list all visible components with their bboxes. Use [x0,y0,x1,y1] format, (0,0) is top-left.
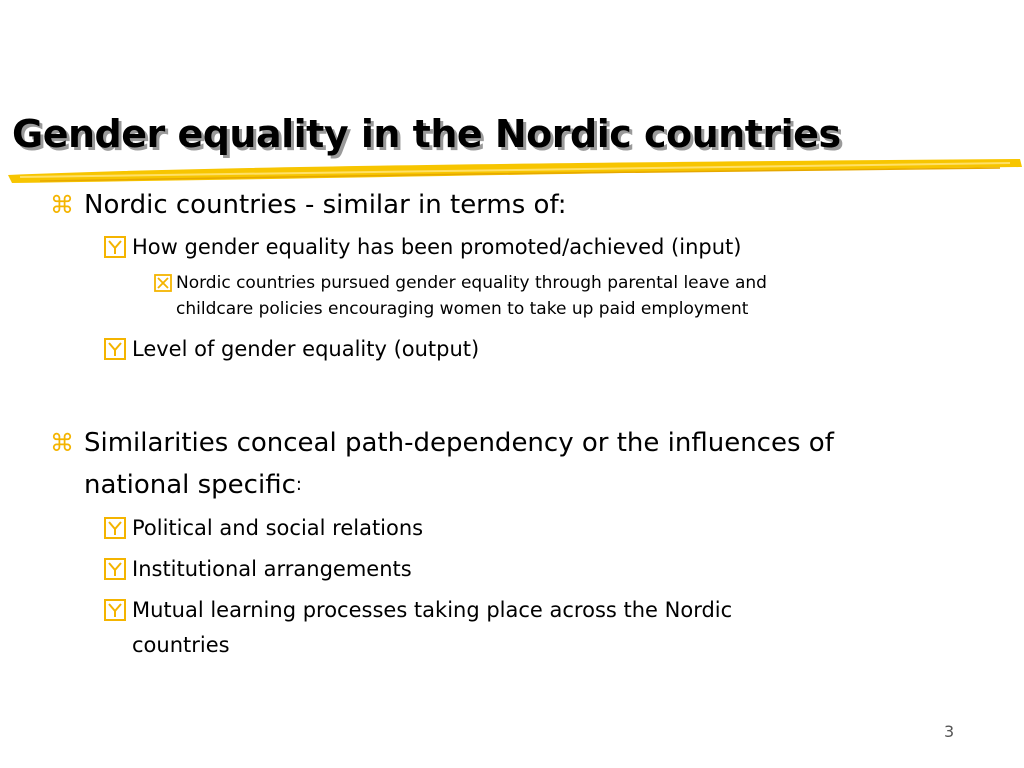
sub-bullet-text: Mutual learning processes taking place across the Nordic [132,598,733,622]
bullet-text: Similarities conceal path-dependency or the influences of [84,428,834,458]
sub-bullet-continuation [132,628,230,662]
bullet-text: national specific [84,470,296,500]
command-key-icon: ⌘ [50,429,74,457]
y-checkbox-icon [104,230,132,268]
sub-bullet-item [104,230,741,268]
sub-bullet-item [104,511,423,549]
bullet-text: Nordic countries - similar in terms of: [84,190,567,220]
sub-sub-bullet-continuation [176,296,748,322]
sub-bullet-text: How gender equality has been promoted/achieved (input) [132,235,742,259]
y-checkbox-icon [104,552,132,590]
sub-bullet-text: Political and social relations [132,516,424,540]
sub-sub-bullet-text: childcare policies encouraging women to take up paid employment [176,299,749,319]
y-checkbox-icon [104,511,132,549]
bullet-text-tail: : [295,474,302,495]
x-checkbox-icon [154,270,176,300]
bullet-item [50,424,834,462]
sub-bullet-item [104,593,732,631]
slide-title: Gender equality in the Nordic countries [12,112,841,156]
bullet-item [50,186,566,224]
sub-bullet-text: countries [132,633,230,657]
sub-bullet-item [104,332,479,370]
sub-bullet-text: Level of gender equality (output) [132,337,480,361]
sub-bullet-text: Institutional arrangements [132,557,412,581]
y-checkbox-icon [104,593,132,631]
bullet-continuation [84,466,302,504]
sub-sub-bullet-text: Nordic countries pursued gender equality through parental leave and [176,273,767,293]
command-key-icon: ⌘ [50,191,74,219]
y-checkbox-icon [104,332,132,370]
sub-bullet-item [104,552,412,590]
page-number: 3 [944,722,955,741]
